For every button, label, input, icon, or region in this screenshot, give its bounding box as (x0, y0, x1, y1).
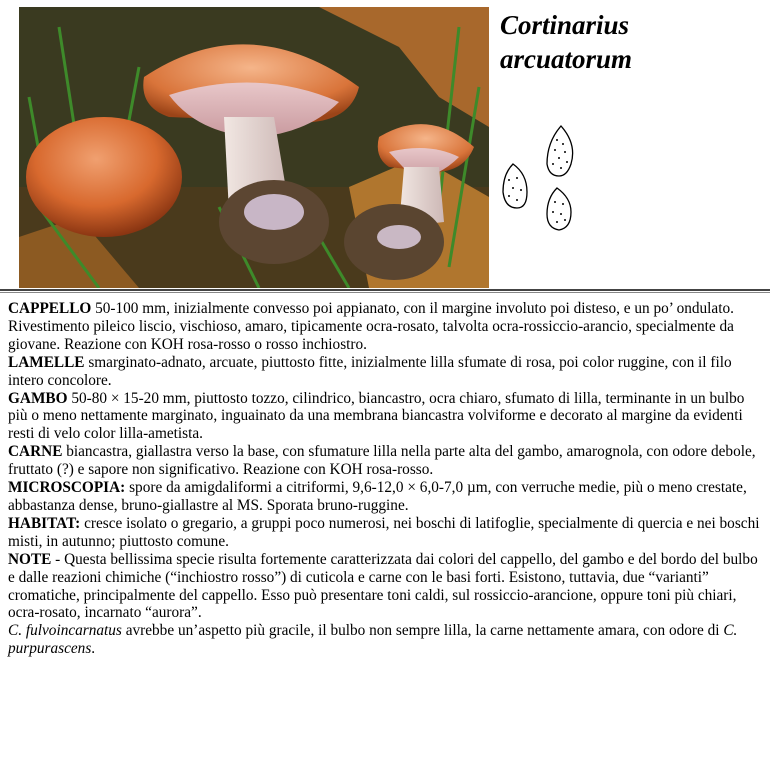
final-note-text: avrebbe un’aspetto più gracile, il bulbo non sempre lilla, la carne nettamente amara, con odore di (121, 622, 724, 640)
final-note-end: . (91, 640, 96, 658)
paragraph-habitat (8, 515, 764, 551)
paragraph-lamelle (8, 354, 764, 390)
label-cappello: CAPPELLO (8, 300, 92, 317)
paragraph-carne (8, 443, 764, 479)
species-fulvoincarnatus: C. fulvoincarnatus (8, 622, 122, 640)
paragraph-note (8, 551, 764, 623)
label-carne: CARNE (8, 443, 63, 461)
spore-drawing (497, 122, 587, 240)
description-text (8, 300, 764, 658)
text-cappello: 50-100 mm, inizialmente convesso poi appianato, con il margine involuto poi disteso, e un po’ ondulato. Rivestimento pileico liscio, vischioso, amaro, tipicamente ocra-rosato, talvolta ocra-rossiccio-arancio, specialmente da giovane. Reazione con KOH rosa-rosso o rosso inchiostro. (8, 300, 734, 353)
title-genus: Cortinarius (500, 10, 630, 40)
text-note: - Questa bellissima specie risulta fortemente caratterizzata dai colori del cappello, del gambo e del bordo del bulbo e dalle reazioni chimiche (“inchiostro rosso”) di cuticola e carne con le basi forti. Esistono, tuttavia, due “varianti” cromatiche, principalmente del cappello. Esso può presentare toni caldi, sul rossiccio-arancione, oppure toni più chiari, ocra-rosato, incarnato “aurora”. (8, 550, 758, 622)
text-lamelle: smarginato-adnato, arcuate, piuttosto fitte, inizialmente lilla sfumate di rosa, poi color ruggine, con il filo intero concolore. (8, 353, 732, 389)
label-note: NOTE (8, 550, 52, 568)
mushroom-photo (19, 7, 489, 288)
label-habitat: HABITAT: (8, 514, 81, 532)
paragraph-microscopia (8, 479, 764, 515)
text-habitat: cresce isolato o gregario, a gruppi poco numerosi, nei boschi di latifoglie, specialmente di quercia e nei boschi misti, in autunno; piuttosto comune. (8, 514, 760, 550)
species-title (500, 8, 632, 76)
section-divider (0, 289, 770, 293)
text-carne: biancastra, giallastra verso la base, con sfumature lilla nella parte alta del gambo, amarognola, con odore debole, fruttato (?) e sapore non significativo. Reazione con KOH rosa-rosso. (8, 443, 756, 479)
label-lamelle: LAMELLE (8, 353, 85, 371)
paragraph-gambo (8, 390, 764, 444)
paragraph-cappello (8, 300, 764, 354)
text-microscopia: spore da amigdaliformi a citriformi, 9,6-12,0 × 6,0-7,0 µm, con verruche medie, più o meno crestate, abbastanza dense, bruno-giallastre al MS. Sporata bruno-ruggine. (8, 479, 747, 514)
paragraph-final-note (8, 622, 764, 658)
title-epithet: arcuatorum (500, 44, 633, 74)
label-gambo: GAMBO (8, 389, 68, 407)
label-microscopia: MICROSCOPIA: (8, 479, 126, 497)
text-gambo: 50-80 × 15-20 mm, piuttosto tozzo, cilindrico, biancastro, ocra chiaro, sfumato di lilla, terminante in un bulbo più o meno nettamente marginato, inguainato da una membrana biancastra volviforme e decorato al margine da evidenti resti di velo color lilla-ametista. (8, 389, 745, 443)
species-purpurascens: C. purpurascens (8, 622, 738, 658)
